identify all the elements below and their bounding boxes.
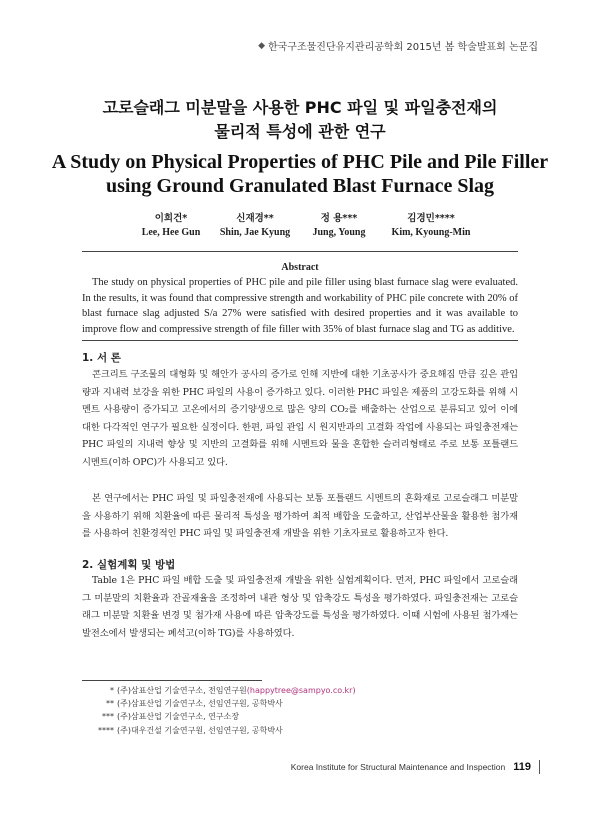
author-name-en: Kim, Kyoung-Min xyxy=(391,227,471,238)
footnote-email: (happytree@sampyo.co.kr) xyxy=(246,686,356,695)
footnote-mark: * xyxy=(110,686,114,695)
section-1-paragraph-1: 콘크리트 구조물의 대형화 및 해안가 공사의 증가로 인해 지반에 대한 기초공사가 중요해짐 만큼 깊은 관입량과 지내력 보강을 위한 PHC 파일의 사용이 증가하고 있다. 이러한 PHC 파일은 제품의 고강도화를 위해 시멘트 사용량이 증가되고 고온에서의 증기양생으로 많은 양의 CO₂를 배출하는 산업으로 분류되고 있어 이에 대한 다각적인 연구가 필요한 실정이다. 한편, 파일 관입 시 원지반과의 고결화 작업에 사용되는 파일충전재는 PHC 파일의 지내력 향상 및 지반의 고결화를 위해 시멘트와 물을 혼합한 슬러리형태로 주로 보통 포틀랜드 시멘트(이하 OPC)가 사용되고 있다. xyxy=(82,369,518,468)
author-name-ko: 김경민**** xyxy=(407,213,455,224)
footnote-rule xyxy=(82,680,262,681)
footnotes xyxy=(82,684,518,737)
korean-title xyxy=(0,96,600,144)
author-name-ko: 정 용*** xyxy=(320,213,358,224)
journal-title: 한국구조물진단유지관리공학회 2015년 봄 학술발표회 논문집 xyxy=(267,42,538,53)
section-2-heading: 2. 실험계획 및 방법 xyxy=(82,559,176,571)
korean-title-line1: 고로슬래그 미분말을 사용한 PHC 파일 및 파일충전재의 xyxy=(102,98,498,117)
english-title xyxy=(0,150,600,198)
author-2 xyxy=(210,212,300,240)
footnote-text: (주)삼표산업 기술연구소, 전임연구원 xyxy=(117,686,247,695)
author-3 xyxy=(294,212,384,240)
footnote-mark: **** xyxy=(98,725,114,735)
footnote-4 xyxy=(82,724,518,737)
footnote-1 xyxy=(82,684,518,697)
footnote-2 xyxy=(82,697,518,710)
english-title-line2: using Ground Granulated Blast Furnace Slag xyxy=(105,175,495,197)
footnote-mark: *** xyxy=(102,712,114,722)
diamond-icon: ◆ xyxy=(258,40,265,51)
author-name-en: Jung, Young xyxy=(312,227,366,238)
abstract-top-rule xyxy=(82,251,518,252)
section-2-paragraph-1: Table 1은 PHC 파일 배합 도출 및 파일충전재 개발을 위한 실험계획이다. 먼저, PHC 파일에서 고로슬래그 미분말의 치환율과 잔골재율을 조정하여 내관 형상 및 압축강도 특성을 평가하였다. 파일충전재는 고로슬래그 미분말 치환율 변경 및 첨가재 사용에 따른 압축강도를 특성을 평가하였다. 이때 시험에 사용된 첨가재는 발전소에서 발생되는 폐석고(이하 TG)를 사용하였다. xyxy=(82,575,518,639)
footnote-text: (주)삼표산업 기술연구소, 선임연구원, 공학박사 xyxy=(117,699,283,709)
footer-divider xyxy=(539,760,540,774)
abstract-bottom-rule xyxy=(82,340,518,341)
author-name-ko: 이희건* xyxy=(154,213,188,224)
section-1-paragraph-2: 본 연구에서는 PHC 파일 및 파일충전재에 사용되는 보통 포틀랜드 시멘트의 혼화재로 고로슬래그 미분말을 사용하기 위해 치환율에 따른 물리적 특성을 평가하여 최적 배합을 도출하고, 산업부산물을 활용한 첨가재를 사용하여 친환경적인 PHC 파일 및 파일충전재 개발을 위한 기초자료로 활용하고자 한다. xyxy=(82,493,518,540)
author-name-ko: 신재경** xyxy=(236,213,274,224)
section-1-heading: 1. 서 론 xyxy=(82,352,121,364)
footnote-text: (주)삼표산업 기술연구소, 연구소장 xyxy=(117,712,240,722)
footnote-3 xyxy=(82,710,518,723)
footnote-text: (주)대우건설 기술연구원, 선임연구원, 공학박사 xyxy=(117,725,283,735)
author-name-en: Lee, Hee Gun xyxy=(141,227,201,238)
abstract-heading: Abstract xyxy=(281,262,319,273)
running-header xyxy=(258,38,538,53)
footnote-mark: ** xyxy=(106,699,114,709)
abstract-body: The study on physical properties of PHC pile and pile filler using blast furnace slag were evaluated. In the results, it was found that compressive strength and workability of PHC pile concrete with 20% of blast furnace slag adjusted S/a 27% were satisfied with desired properties and it was available to improve flow and compressive strength of file filler with 35% of blast furnace slag and TG as additive. xyxy=(82,277,518,335)
author-4 xyxy=(376,212,486,240)
author-1 xyxy=(126,212,216,240)
page-footer xyxy=(291,760,540,774)
korean-title-line2: 물리적 특성에 관한 연구 xyxy=(214,122,386,141)
english-title-line1: A Study on Physical Properties of PHC Pile and Pile Filler xyxy=(51,151,549,173)
footer-organization: Korea Institute for Structural Maintenance and Inspection xyxy=(290,762,506,772)
page-number: 119 xyxy=(513,761,531,773)
author-name-en: Shin, Jae Kyung xyxy=(219,227,291,238)
